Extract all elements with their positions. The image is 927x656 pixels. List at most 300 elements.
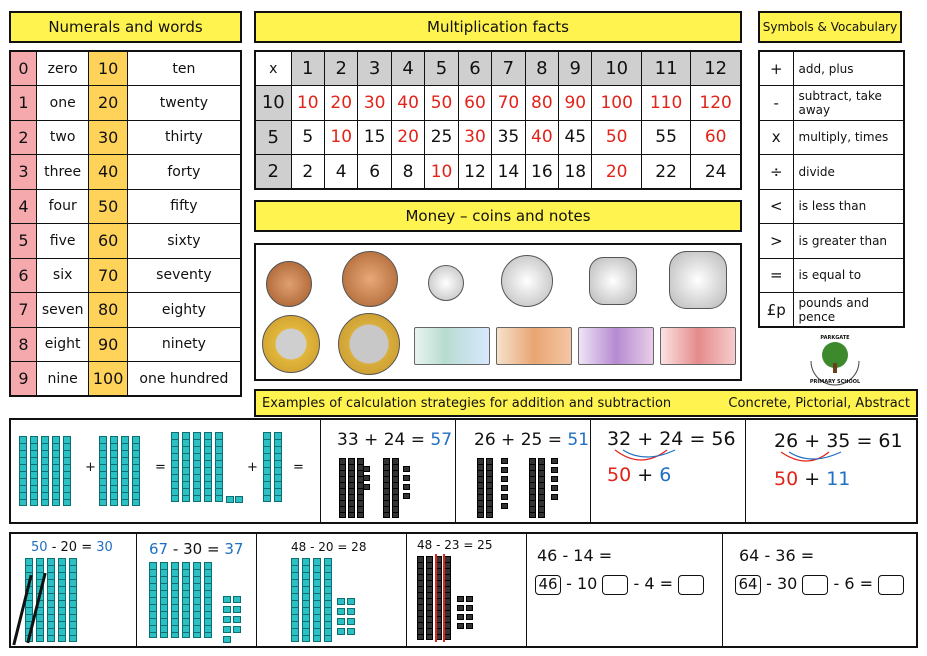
symbol: ÷ xyxy=(759,155,793,190)
subtraction-s5-question: 46 - 14 = xyxy=(537,546,613,565)
mult-row-multiplier: 2 xyxy=(255,155,291,190)
numeral-row xyxy=(10,86,241,121)
school-subname: PRIMARY SCHOOL xyxy=(809,379,861,385)
symbol-row xyxy=(759,189,904,224)
symbols-title-text: Symbols & Vocabulary xyxy=(762,20,898,34)
numeral: 9 xyxy=(10,362,36,397)
mult-cell: 45 xyxy=(559,120,592,155)
mult-cell: 5 xyxy=(291,120,324,155)
unit-cube xyxy=(501,485,508,491)
tens-numeral: 80 xyxy=(89,293,127,328)
multiplication-title-text: Multiplication facts xyxy=(427,18,569,36)
numerals-title-text: Numerals and words xyxy=(48,18,203,36)
subtraction-s6-working xyxy=(735,574,904,595)
mult-cell: 10 xyxy=(425,155,458,190)
mult-cell: 18 xyxy=(559,155,592,190)
symbol: x xyxy=(759,120,793,155)
addition-panel xyxy=(9,418,918,524)
unit-cube xyxy=(223,596,231,603)
mult-row xyxy=(255,120,741,155)
symbol-row xyxy=(759,293,904,328)
unit-cube xyxy=(233,616,241,623)
unit-cube xyxy=(466,614,473,620)
mult-cell: 35 xyxy=(492,120,525,155)
mult-header-cell: 7 xyxy=(492,51,525,86)
unit-cube xyxy=(501,503,508,509)
s1-b: 20 xyxy=(60,540,78,555)
e4-eq: = xyxy=(856,430,873,452)
numeral: 0 xyxy=(10,51,36,86)
mult-cell: 80 xyxy=(525,86,558,121)
note-10-pound xyxy=(496,327,572,365)
s5-step1: - 10 xyxy=(566,574,598,593)
s2-result: 37 xyxy=(224,540,244,558)
symbol-meaning: subtract, take away xyxy=(793,86,904,121)
e1-a: 33 xyxy=(337,430,359,450)
s5-step2: - 4 = xyxy=(633,574,674,593)
subtraction-s4: 48 - 23 = 25 xyxy=(417,538,493,552)
e4-pp: + xyxy=(804,468,821,490)
mult-cell: 24 xyxy=(691,155,741,190)
ten-rod xyxy=(291,558,299,642)
mult-row xyxy=(255,155,741,190)
symbol-meaning: divide xyxy=(793,155,904,190)
ten-rod xyxy=(58,558,66,642)
mult-cell: 60 xyxy=(691,120,741,155)
ten-rod xyxy=(52,436,60,506)
unit-cube xyxy=(501,476,508,482)
tens-word: ninety xyxy=(127,327,241,362)
mult-header-cell: 9 xyxy=(559,51,592,86)
mult-header-cell: 4 xyxy=(391,51,424,86)
equals-sign-2: = xyxy=(293,460,304,475)
ten-rod xyxy=(121,436,129,506)
plus-sign: + xyxy=(85,460,96,475)
unit-cube xyxy=(403,484,410,490)
tens-numeral: 30 xyxy=(89,120,127,155)
coin-1-pound xyxy=(262,315,320,373)
symbol-meaning: is less than xyxy=(793,189,904,224)
tens-word: fifty xyxy=(127,189,241,224)
addition-e3 xyxy=(607,428,736,450)
ten-rod xyxy=(444,556,451,640)
coin-1p xyxy=(266,261,312,307)
money-title-text: Money – coins and notes xyxy=(405,207,591,225)
numerals-table xyxy=(9,50,242,397)
numeral-row xyxy=(10,224,241,259)
numeral-row xyxy=(10,293,241,328)
unit-cube xyxy=(501,494,508,500)
e4-p2: 11 xyxy=(826,468,851,490)
ten-rod xyxy=(19,436,27,506)
mult-cell: 40 xyxy=(525,120,558,155)
unit-cube xyxy=(457,614,464,620)
money-title xyxy=(254,200,742,232)
ten-rod xyxy=(160,562,168,638)
mult-cell: 30 xyxy=(458,120,491,155)
ten-rod xyxy=(215,432,223,502)
mult-header-cell: 12 xyxy=(691,51,741,86)
ten-rod xyxy=(538,458,545,518)
unit-cube xyxy=(457,596,464,602)
symbols-title xyxy=(758,11,902,43)
e3-a: 32 xyxy=(607,428,632,450)
unit-cube xyxy=(403,493,410,499)
unit-cube xyxy=(233,596,241,603)
unit-cube xyxy=(337,628,345,635)
mult-cell: 100 xyxy=(592,86,641,121)
word: eight xyxy=(36,327,89,362)
s6-step2: - 6 = xyxy=(833,574,874,593)
unit-cube xyxy=(551,494,558,500)
mult-cell: 70 xyxy=(492,86,525,121)
multiplication-title xyxy=(254,11,742,43)
ten-rod xyxy=(426,556,433,640)
mult-row-multiplier: 10 xyxy=(255,86,291,121)
unit-cube xyxy=(551,467,558,473)
mult-cell: 40 xyxy=(391,86,424,121)
ten-rod xyxy=(477,458,484,518)
mult-cell: 20 xyxy=(592,155,641,190)
strategies-title xyxy=(254,389,918,417)
addition-e4-partition xyxy=(774,468,850,490)
e4-p1: 50 xyxy=(774,468,799,490)
tens-numeral: 70 xyxy=(89,258,127,293)
mult-row xyxy=(255,86,741,121)
unit-cube xyxy=(551,458,558,464)
note-20-pound xyxy=(578,327,654,365)
coin-2-pound xyxy=(338,313,400,375)
ten-rod xyxy=(69,558,77,642)
numeral-row xyxy=(10,258,241,293)
ten-rod xyxy=(263,432,271,502)
unit-cube xyxy=(551,476,558,482)
mult-header-cell: x xyxy=(255,51,291,86)
e4-b: 35 xyxy=(826,430,851,452)
ten-rod xyxy=(182,432,190,502)
mult-cell: 25 xyxy=(425,120,458,155)
symbol-meaning: is greater than xyxy=(793,224,904,259)
ten-rod xyxy=(313,558,321,642)
tens-word: thirty xyxy=(127,120,241,155)
unit-cube xyxy=(551,485,558,491)
tens-numeral: 90 xyxy=(89,327,127,362)
note-5-pound xyxy=(414,327,490,365)
s5-answer-box-2[interactable] xyxy=(678,575,704,595)
unit-cube xyxy=(347,618,355,625)
s5-answer-box-1[interactable] xyxy=(602,575,628,595)
strategies-title-text: Examples of calculation strategies for addition and subtraction xyxy=(262,395,672,411)
subtraction-s3: 48 - 20 = 28 xyxy=(291,540,367,554)
mult-header-cell: 2 xyxy=(324,51,357,86)
unit-cube xyxy=(226,496,234,503)
subtraction-s6-question: 64 - 36 = xyxy=(739,546,815,565)
tens-numeral: 50 xyxy=(89,189,127,224)
word: five xyxy=(36,224,89,259)
unit-cube xyxy=(363,484,370,490)
symbol-row xyxy=(759,86,904,121)
subtraction-s5-working xyxy=(535,574,704,595)
e4-result: 61 xyxy=(878,430,903,452)
symbol: < xyxy=(759,189,793,224)
tens-numeral: 60 xyxy=(89,224,127,259)
numeral: 2 xyxy=(10,120,36,155)
addition-e3-partition xyxy=(607,464,671,486)
cpa-text: Concrete, Pictorial, Abstract xyxy=(728,395,910,411)
e3-p1: 50 xyxy=(607,464,632,486)
ten-rod xyxy=(99,436,107,506)
tens-numeral: 100 xyxy=(89,362,127,397)
symbols-table xyxy=(758,50,905,328)
unit-cube xyxy=(501,467,508,473)
unit-cube xyxy=(501,458,508,464)
symbol-row xyxy=(759,224,904,259)
school-name: PARKGATE xyxy=(820,335,850,341)
e3-p2: 6 xyxy=(659,464,672,486)
e1-b: 24 xyxy=(383,430,406,450)
symbol-row xyxy=(759,258,904,293)
tens-numeral: 40 xyxy=(89,155,127,190)
ten-rod xyxy=(47,558,55,642)
ten-rod xyxy=(63,436,71,506)
mult-header-cell: 1 xyxy=(291,51,324,86)
unit-cube xyxy=(337,598,345,605)
symbol-row xyxy=(759,120,904,155)
unit-cube xyxy=(466,623,473,629)
ten-rod xyxy=(171,562,179,638)
ten-rod xyxy=(339,458,346,518)
unit-cube xyxy=(403,475,410,481)
word: four xyxy=(36,189,89,224)
e3-op: + xyxy=(637,428,654,450)
mult-cell: 110 xyxy=(641,86,690,121)
mult-cell: 6 xyxy=(358,155,391,190)
s1-a: 50 xyxy=(31,540,48,555)
symbol: = xyxy=(759,258,793,293)
s2-a: 67 xyxy=(149,540,169,558)
coin-10p xyxy=(501,255,553,307)
mult-header-row xyxy=(255,51,741,86)
coin-50p xyxy=(669,251,727,309)
numeral: 8 xyxy=(10,327,36,362)
e2-eq: = xyxy=(547,430,562,450)
symbol-row xyxy=(759,155,904,190)
mult-cell: 12 xyxy=(458,155,491,190)
mult-cell: 2 xyxy=(291,155,324,190)
word: three xyxy=(36,155,89,190)
s2-b: 30 xyxy=(183,540,203,558)
s6-answer-box-1[interactable] xyxy=(802,575,828,595)
ten-rod xyxy=(392,458,399,518)
mult-cell: 120 xyxy=(691,86,741,121)
numeral: 3 xyxy=(10,155,36,190)
equals-sign: = xyxy=(155,460,166,475)
subtraction-panel xyxy=(9,532,918,648)
e2-op: + xyxy=(501,430,516,450)
tens-word: twenty xyxy=(127,86,241,121)
unit-cube xyxy=(457,623,464,629)
unit-cube xyxy=(337,608,345,615)
unit-cube xyxy=(347,598,355,605)
ten-rod xyxy=(30,436,38,506)
unit-cube xyxy=(223,636,231,643)
money-panel xyxy=(254,243,742,381)
ten-rod xyxy=(324,558,332,642)
numeral-row xyxy=(10,155,241,190)
mult-header-cell: 10 xyxy=(592,51,641,86)
e1-op: + xyxy=(364,430,379,450)
s1-op: - xyxy=(51,540,57,555)
s1-eq: = xyxy=(81,540,93,555)
word: zero xyxy=(36,51,89,86)
ten-rod xyxy=(171,432,179,502)
mult-header-cell: 11 xyxy=(641,51,690,86)
unit-cube xyxy=(223,616,231,623)
ten-rod xyxy=(41,436,49,506)
mult-cell: 16 xyxy=(525,155,558,190)
unit-cube xyxy=(337,618,345,625)
mult-cell: 10 xyxy=(324,120,357,155)
ten-rod xyxy=(193,432,201,502)
subtraction-s1 xyxy=(31,540,113,555)
mult-header-cell: 8 xyxy=(525,51,558,86)
s2-op: - xyxy=(172,540,179,558)
word: nine xyxy=(36,362,89,397)
mult-cell: 50 xyxy=(425,86,458,121)
symbol-meaning: add, plus xyxy=(793,51,904,86)
plus-sign-2: + xyxy=(247,460,258,475)
ten-rod xyxy=(529,458,536,518)
mult-header-cell: 5 xyxy=(425,51,458,86)
numeral-row xyxy=(10,362,241,397)
e3-eq: = xyxy=(689,428,706,450)
e1-result: 57 xyxy=(430,430,453,450)
numeral: 7 xyxy=(10,293,36,328)
ten-rod xyxy=(204,432,212,502)
e2-a: 26 xyxy=(474,430,496,450)
strike-line xyxy=(435,554,437,642)
numeral: 1 xyxy=(10,86,36,121)
ten-rod xyxy=(110,436,118,506)
unit-cube xyxy=(466,605,473,611)
tens-word: sixty xyxy=(127,224,241,259)
ten-rod xyxy=(204,562,212,638)
mult-cell: 50 xyxy=(592,120,641,155)
e1-eq: = xyxy=(410,430,425,450)
mult-row-multiplier: 5 xyxy=(255,120,291,155)
word: two xyxy=(36,120,89,155)
mult-cell: 20 xyxy=(391,120,424,155)
mult-cell: 22 xyxy=(641,155,690,190)
mult-cell: 14 xyxy=(492,155,525,190)
numeral: 6 xyxy=(10,258,36,293)
addition-e1 xyxy=(337,430,452,450)
symbol-meaning: pounds and pence xyxy=(793,293,904,328)
mult-cell: 30 xyxy=(358,86,391,121)
subtraction-s2 xyxy=(149,540,243,558)
addition-e4 xyxy=(774,430,903,452)
unit-cube xyxy=(403,466,410,472)
unit-cube xyxy=(363,475,370,481)
ten-rod xyxy=(486,458,493,518)
symbol: £p xyxy=(759,293,793,328)
ten-rod xyxy=(274,432,282,502)
unit-cube xyxy=(233,606,241,613)
mult-cell: 4 xyxy=(324,155,357,190)
mult-cell: 90 xyxy=(559,86,592,121)
ten-rod xyxy=(383,458,390,518)
tens-word: seventy xyxy=(127,258,241,293)
numerals-title xyxy=(9,11,242,43)
tens-word: forty xyxy=(127,155,241,190)
tens-numeral: 10 xyxy=(89,51,127,86)
s6-answer-box-2[interactable] xyxy=(878,575,904,595)
e2-result: 51 xyxy=(567,430,590,450)
unit-cube xyxy=(347,608,355,615)
mult-header-cell: 3 xyxy=(358,51,391,86)
e3-pp: + xyxy=(637,464,654,486)
mult-cell: 15 xyxy=(358,120,391,155)
s5-start-box: 46 xyxy=(535,575,561,595)
mult-cell: 10 xyxy=(291,86,324,121)
symbol-meaning: is equal to xyxy=(793,258,904,293)
unit-cube xyxy=(363,466,370,472)
coin-5p xyxy=(428,265,464,301)
word: seven xyxy=(36,293,89,328)
unit-cube xyxy=(233,626,241,633)
e4-op: + xyxy=(804,430,821,452)
mult-cell: 60 xyxy=(458,86,491,121)
ten-rod xyxy=(193,562,201,638)
e2-b: 25 xyxy=(520,430,543,450)
ten-rod xyxy=(348,458,355,518)
symbol-meaning: multiply, times xyxy=(793,120,904,155)
symbol: - xyxy=(759,86,793,121)
addition-e2 xyxy=(474,430,589,450)
ten-rod xyxy=(417,556,424,640)
coin-2p xyxy=(342,251,398,307)
coin-20p xyxy=(589,257,637,305)
e4-a: 26 xyxy=(774,430,799,452)
symbol-row xyxy=(759,51,904,86)
e3-result: 56 xyxy=(711,428,736,450)
s6-start-box: 64 xyxy=(735,575,761,595)
mult-cell: 20 xyxy=(324,86,357,121)
numeral-row xyxy=(10,51,241,86)
unit-cube xyxy=(466,596,473,602)
s6-step1: - 30 xyxy=(766,574,798,593)
numeral-row xyxy=(10,120,241,155)
numeral-row xyxy=(10,327,241,362)
ten-rod xyxy=(149,562,157,638)
ten-rod xyxy=(182,562,190,638)
symbol: + xyxy=(759,51,793,86)
numeral: 5 xyxy=(10,224,36,259)
school-logo xyxy=(808,335,862,387)
multiplication-table xyxy=(254,50,742,190)
ten-rod xyxy=(132,436,140,506)
tens-word: eighty xyxy=(127,293,241,328)
unit-cube xyxy=(457,605,464,611)
mult-cell: 8 xyxy=(391,155,424,190)
mult-header-cell: 6 xyxy=(458,51,491,86)
note-50-pound xyxy=(660,327,736,365)
mult-cell: 55 xyxy=(641,120,690,155)
word: six xyxy=(36,258,89,293)
tens-numeral: 20 xyxy=(89,86,127,121)
word: one xyxy=(36,86,89,121)
e3-b: 24 xyxy=(659,428,684,450)
